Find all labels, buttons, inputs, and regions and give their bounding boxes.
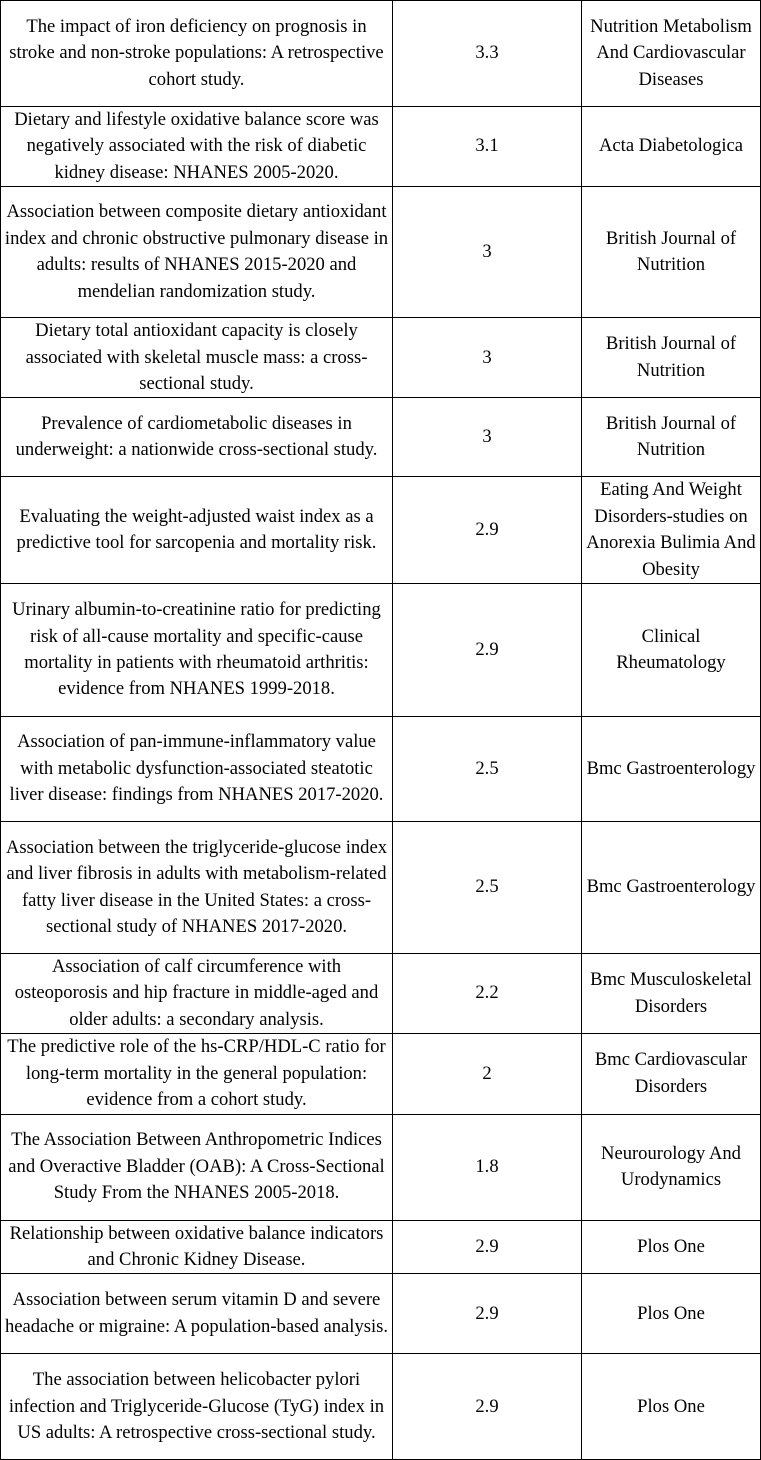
journal-name-cell: British Journal of Nutrition (582, 187, 761, 318)
impact-factor-cell: 2.9 (393, 1354, 582, 1460)
article-title-cell: The impact of iron deficiency on prognosis in stroke and non-stroke populations: A retrospective cohort study. (1, 1, 393, 107)
journal-name-cell: Bmc Musculoskeletal Disorders (582, 954, 761, 1034)
impact-factor-cell: 2.9 (393, 584, 582, 717)
table-row (1, 477, 761, 584)
table-row (1, 107, 761, 187)
table-row (1, 822, 761, 954)
impact-factor-cell: 2.2 (393, 954, 582, 1034)
journal-name-cell: Plos One (582, 1274, 761, 1354)
table-row (1, 398, 761, 477)
table-row (1, 717, 761, 822)
table-row (1, 1220, 761, 1274)
publications-table-body (1, 1, 761, 1460)
table-row (1, 584, 761, 717)
article-title-cell: Association between composite dietary antioxidant index and chronic obstructive pulmonary disease in adults: results of NHANES 2015-2020 and mendelian randomization study. (1, 187, 393, 318)
impact-factor-cell: 1.8 (393, 1114, 582, 1220)
article-title-cell: Dietary total antioxidant capacity is closely associated with skeletal muscle mass: a cross-sectional study. (1, 318, 393, 398)
article-title-cell: Association between serum vitamin D and severe headache or migraine: A population-based analysis. (1, 1274, 393, 1354)
table-row (1, 954, 761, 1034)
table-row (1, 187, 761, 318)
impact-factor-cell: 3 (393, 187, 582, 318)
table-row (1, 1034, 761, 1114)
journal-name-cell: British Journal of Nutrition (582, 318, 761, 398)
journal-name-cell: Clinical Rheumatology (582, 584, 761, 717)
article-title-cell: Association between the triglyceride-glucose index and liver fibrosis in adults with metabolism-related fatty liver disease in the United States: a cross-sectional study of NHANES 2017-2020. (1, 822, 393, 954)
article-title-cell: The association between helicobacter pylori infection and Triglyceride-Glucose (TyG) index in US adults: A retrospective cross-sectional study. (1, 1354, 393, 1460)
impact-factor-cell: 3.1 (393, 107, 582, 187)
article-title-cell: Dietary and lifestyle oxidative balance score was negatively associated with the risk of diabetic kidney disease: NHANES 2005-2020. (1, 107, 393, 187)
article-title-cell: Prevalence of cardiometabolic diseases in underweight: a nationwide cross-sectional study. (1, 398, 393, 477)
journal-name-cell: Bmc Gastroenterology (582, 717, 761, 822)
journal-name-cell: Neurourology And Urodynamics (582, 1114, 761, 1220)
journal-name-cell: Plos One (582, 1220, 761, 1274)
journal-name-cell: Nutrition Metabolism And Cardiovascular Diseases (582, 1, 761, 107)
article-title-cell: Relationship between oxidative balance indicators and Chronic Kidney Disease. (1, 1220, 393, 1274)
article-title-cell: Urinary albumin-to-creatinine ratio for predicting risk of all-cause mortality and specific-cause mortality in patients with rheumatoid arthritis: evidence from NHANES 1999-2018. (1, 584, 393, 717)
journal-name-cell: Eating And Weight Disorders-studies on Anorexia Bulimia And Obesity (582, 477, 761, 584)
table-row (1, 1274, 761, 1354)
article-title-cell: Association of calf circumference with osteoporosis and hip fracture in middle-aged and older adults: a secondary analysis. (1, 954, 393, 1034)
journal-name-cell: Bmc Gastroenterology (582, 822, 761, 954)
impact-factor-cell: 3.3 (393, 1, 582, 107)
impact-factor-cell: 2.5 (393, 822, 582, 954)
impact-factor-cell: 2.9 (393, 1274, 582, 1354)
article-title-cell: The Association Between Anthropometric Indices and Overactive Bladder (OAB): A Cross-Sectional Study From the NHANES 2005-2018. (1, 1114, 393, 1220)
impact-factor-cell: 2.9 (393, 477, 582, 584)
table-row (1, 318, 761, 398)
table-row (1, 1114, 761, 1220)
article-title-cell: The predictive role of the hs-CRP/HDL-C ratio for long-term mortality in the general population: evidence from a cohort study. (1, 1034, 393, 1114)
impact-factor-cell: 2.5 (393, 717, 582, 822)
impact-factor-cell: 3 (393, 398, 582, 477)
article-title-cell: Association of pan-immune-inflammatory value with metabolic dysfunction-associated steatotic liver disease: findings from NHANES 2017-2020. (1, 717, 393, 822)
journal-name-cell: British Journal of Nutrition (582, 398, 761, 477)
table-row (1, 1, 761, 107)
journal-name-cell: Bmc Cardiovascular Disorders (582, 1034, 761, 1114)
table-row (1, 1354, 761, 1460)
impact-factor-cell: 3 (393, 318, 582, 398)
impact-factor-cell: 2 (393, 1034, 582, 1114)
journal-name-cell: Plos One (582, 1354, 761, 1460)
impact-factor-cell: 2.9 (393, 1220, 582, 1274)
article-title-cell: Evaluating the weight-adjusted waist index as a predictive tool for sarcopenia and mortality risk. (1, 477, 393, 584)
journal-name-cell: Acta Diabetologica (582, 107, 761, 187)
